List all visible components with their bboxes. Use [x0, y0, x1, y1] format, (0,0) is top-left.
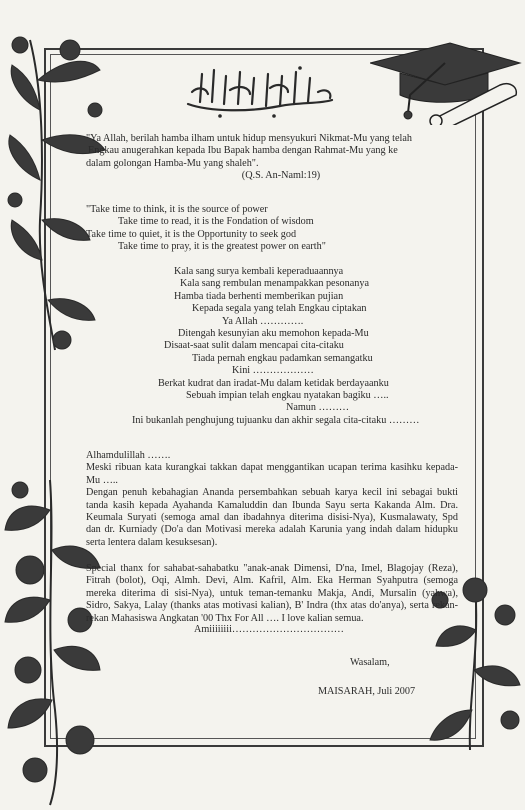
greeting: Alhamdulillah ……. — [86, 450, 171, 461]
amin-text: Amiiiiiiii…………………………… — [194, 624, 344, 635]
acknowledgement-paragraph: Meski ribuan kata kurangkai takkan dapat menggantikan ucapan terima kasihku kepada-Mu ….. — [86, 462, 458, 486]
quran-quote — [86, 133, 456, 183]
quote-source: (Q.S. An-Naml:19) — [241, 170, 321, 182]
quote-line: "Ya Allah, berilah hamba ilham untuk hidup mensyukuri Nikmat-Mu yang telah — [86, 133, 412, 144]
poem-line: Namun ……… — [286, 402, 350, 414]
quote-line: "Take time to think, it is the source of power — [86, 204, 268, 215]
poem-line: Kini ……………… — [232, 365, 314, 377]
quote-line: Take time to pray, it is the greatest power on earth" — [118, 241, 326, 253]
acknowledgement-paragraph: Dengan penuh kebahagian Ananda persembahkan sebuah karya kecil ini sebagai bukti tanda kasih kepada Ayahanda Kamaluddin dan Ibunda Sayu serta Kakanda Alm. Dra. Keumala Suryati (semoga amal dan ibadahnya diterima disisi-Nya), Kusmalawaty, Spd dan dr. Kurniady (Do'a dan Motivasi mereka adalah Karunia yang indah dalam hidupku serta lentera dalam kesuksesan). — [86, 487, 458, 548]
special-thanks — [86, 563, 458, 625]
poem-line: Ya Allah …………. — [222, 315, 304, 327]
acknowledgement — [86, 450, 458, 549]
poem-line: Ini bukanlah penghujung tujuanku dan akhir segala cita-citaku ……… — [132, 414, 420, 426]
poem-line: Kepada segala yang telah Engkau ciptakan — [192, 303, 367, 315]
poem-line: Kala sang rembulan menampakkan pesonanya — [180, 278, 369, 290]
author-signature: MAISARAH, Juli 2007 — [318, 686, 416, 697]
closing-salutation: Wasalam, — [350, 657, 390, 668]
poem-line: Tiada pernah engkau padamkan semangatku — [192, 352, 373, 364]
poem-line: Disaat-saat sulit dalam mencapai cita-citaku — [164, 340, 344, 352]
graduation-cap-icon — [370, 25, 525, 125]
quote-line: Take time to read, it is the Fondation of wisdom — [118, 216, 314, 228]
poem-line: Berkat kudrat dan iradat-Mu dalam ketidak berdayaanku — [158, 377, 389, 389]
quote-line: dalam golongan Hamba-Mu yang shaleh". — [86, 157, 259, 169]
bismillah-calligraphy — [180, 62, 340, 122]
amin — [86, 624, 458, 636]
special-thanks-paragraph: Special thanx for sahabat-sahabatku "anak-anak Dimensi, D'na, Imel, Blagojay (Reza), Fitrah (bolot), Oqi, Almh. Devi, Alm. Kafril, Alm. Eka Herman Syahputra (semoga mereka diterima di sisi-Nya), untuk teman-temanku Makja, Andi, Mursalin (yahwa), Sidro, Sakya, Lalay (thanks atas motivasi kalian), B' Indra (thx atas do'anya), serta rekan-rekan Mahasiswa Angkatan '00 Thx For All …. I love kalian semua. — [86, 563, 458, 624]
quote-line: Take time to quiet, it is the Opportunity to seek god — [86, 228, 297, 240]
poem-line: Kala sang surya kembali keperaduaannya — [174, 266, 344, 277]
poem — [86, 266, 456, 427]
quote-line: Engkau anugerahkan kepada Ibu Bapak hamba dengan Rahmat-Mu yang ke — [88, 145, 398, 157]
poem-line: Sebuah impian telah engkau nyatakan bagiku ….. — [186, 390, 389, 402]
poem-line: Ditengah kesunyian aku memohon kepada-Mu — [178, 328, 369, 340]
poem-line: Hamba tiada berhenti memberikan pujian — [174, 290, 344, 302]
take-time-quote — [86, 204, 456, 254]
